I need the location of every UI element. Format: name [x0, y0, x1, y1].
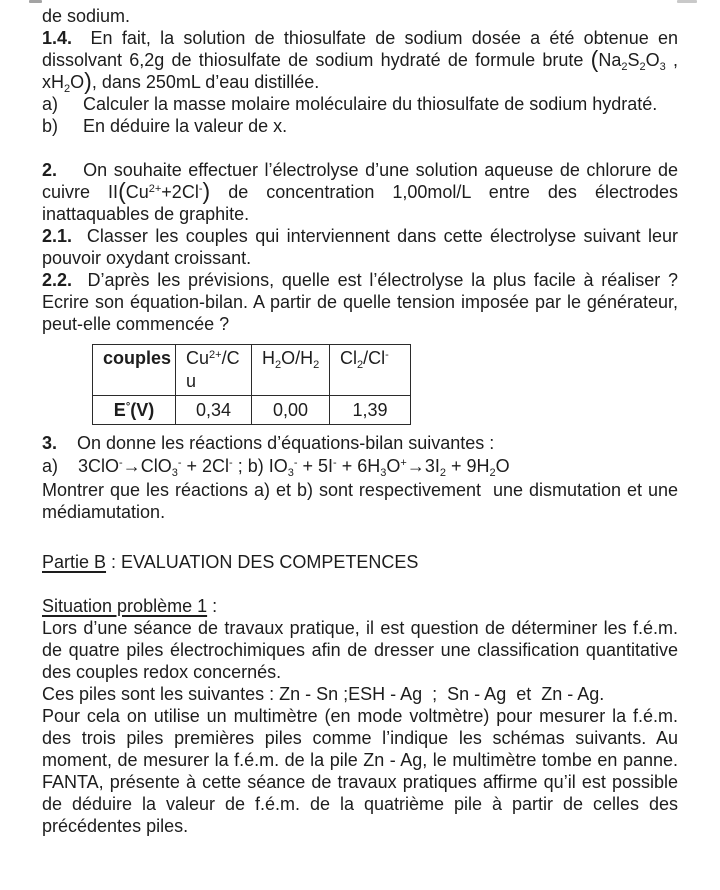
line-de-sodium: de sodium. [42, 6, 131, 26]
question-2-1: 2.1. Classer les couples qui interviennent dans cette électrolyse suivant leur pouvoir oxydant croissant. [42, 226, 678, 268]
table-value-cl2: 1,39 [330, 396, 411, 425]
para-piles-list: Ces piles sont les suivantes : Zn - Sn ;ESH - Ag ; Sn - Ag et Zn - Ag. [42, 684, 605, 704]
table-value-cu: 0,34 [176, 396, 252, 425]
equations-line: a) 3ClO-→ClO$_3$- + 2Cl- ; b) $IO_3^- + 5I^- + 6H_3O^+\to 3I_2 + 9H_2O$ [42, 456, 510, 479]
note-dismutation: Montrer que les réactions a) et b) sont respectivement une dismutation et une médiamutation. [42, 480, 678, 522]
question-1-4: 1.4. En fait, la solution de thiosulfate de sodium dosée a été obtenue en dissolvant 6,2g de thiosulfate de sodium hydraté de formule brute ($Na_2S_2O_3$ , $xH_2O$), dans 250mL d’eau distillée. [42, 28, 678, 95]
table-couple-h2o: $H_2O/H_2$ [252, 345, 330, 396]
table-couple-cu: $Cu^{2+}/Cu$ [176, 345, 252, 396]
heading-situation-probleme-1: Situation problème 1 : [42, 596, 218, 616]
question-3: 3. On donne les réactions d’équations-bilan suivantes : [42, 433, 495, 453]
table-value-h2o: 0,00 [252, 396, 330, 425]
table-header-couples: couples [93, 345, 176, 396]
table-couple-cl2: $Cl_2/Cl^-$ [330, 345, 411, 396]
table-row-label-e0: E°(V) [93, 396, 176, 425]
para-multimetre: Pour cela on utilise un multimètre (en mode voltmètre) pour mesurer la f.é.m. des trois piles premières piles comme l’indique les schémas suivants. Au moment, de mesurer la f.é.m. de la pile Zn - Ag, le multimètre tombe en panne. FANTA, présente à cette séance de travaux pratiques affirme qu’il est possible de déduire la valeur de f.é.m. de la quatrième pile à partir de celles des précédentes piles. [42, 706, 678, 836]
para-intro-fem: Lors d’une séance de travaux pratique, il est question de déterminer les f.é.m. de quatre piles électrochimiques afin de dresser une classification quantitative des couples redox concernés. [42, 618, 678, 682]
redox-couples-table [92, 344, 411, 425]
question-2: 2. On souhaite effectuer l’électrolyse d’une solution aqueuse de chlorure de cuivre $II(Cu^{2+}+2Cl^-)$ de concentration 1,00mol/L entre des électrodes inattaquables de graphite. [42, 160, 678, 224]
question-2-2: 2.2. D’après les prévisions, quelle est l’électrolyse la plus facile à réaliser ? Ecrire son équation-bilan. A partir de quelle tension imposée par le générateur, peut-elle commencée ? [42, 270, 678, 334]
heading-partie-b: Partie B : EVALUATION DES COMPETENCES [42, 552, 419, 572]
cutoff-text-remnant-right [677, 0, 697, 3]
question-1-4-a: a) Calculer la masse molaire moléculaire du thiosulfate de sodium hydraté. [42, 94, 658, 114]
cutoff-text-remnant-left [29, 0, 42, 3]
question-1-4-b: b) En déduire la valeur de x. [42, 116, 288, 136]
